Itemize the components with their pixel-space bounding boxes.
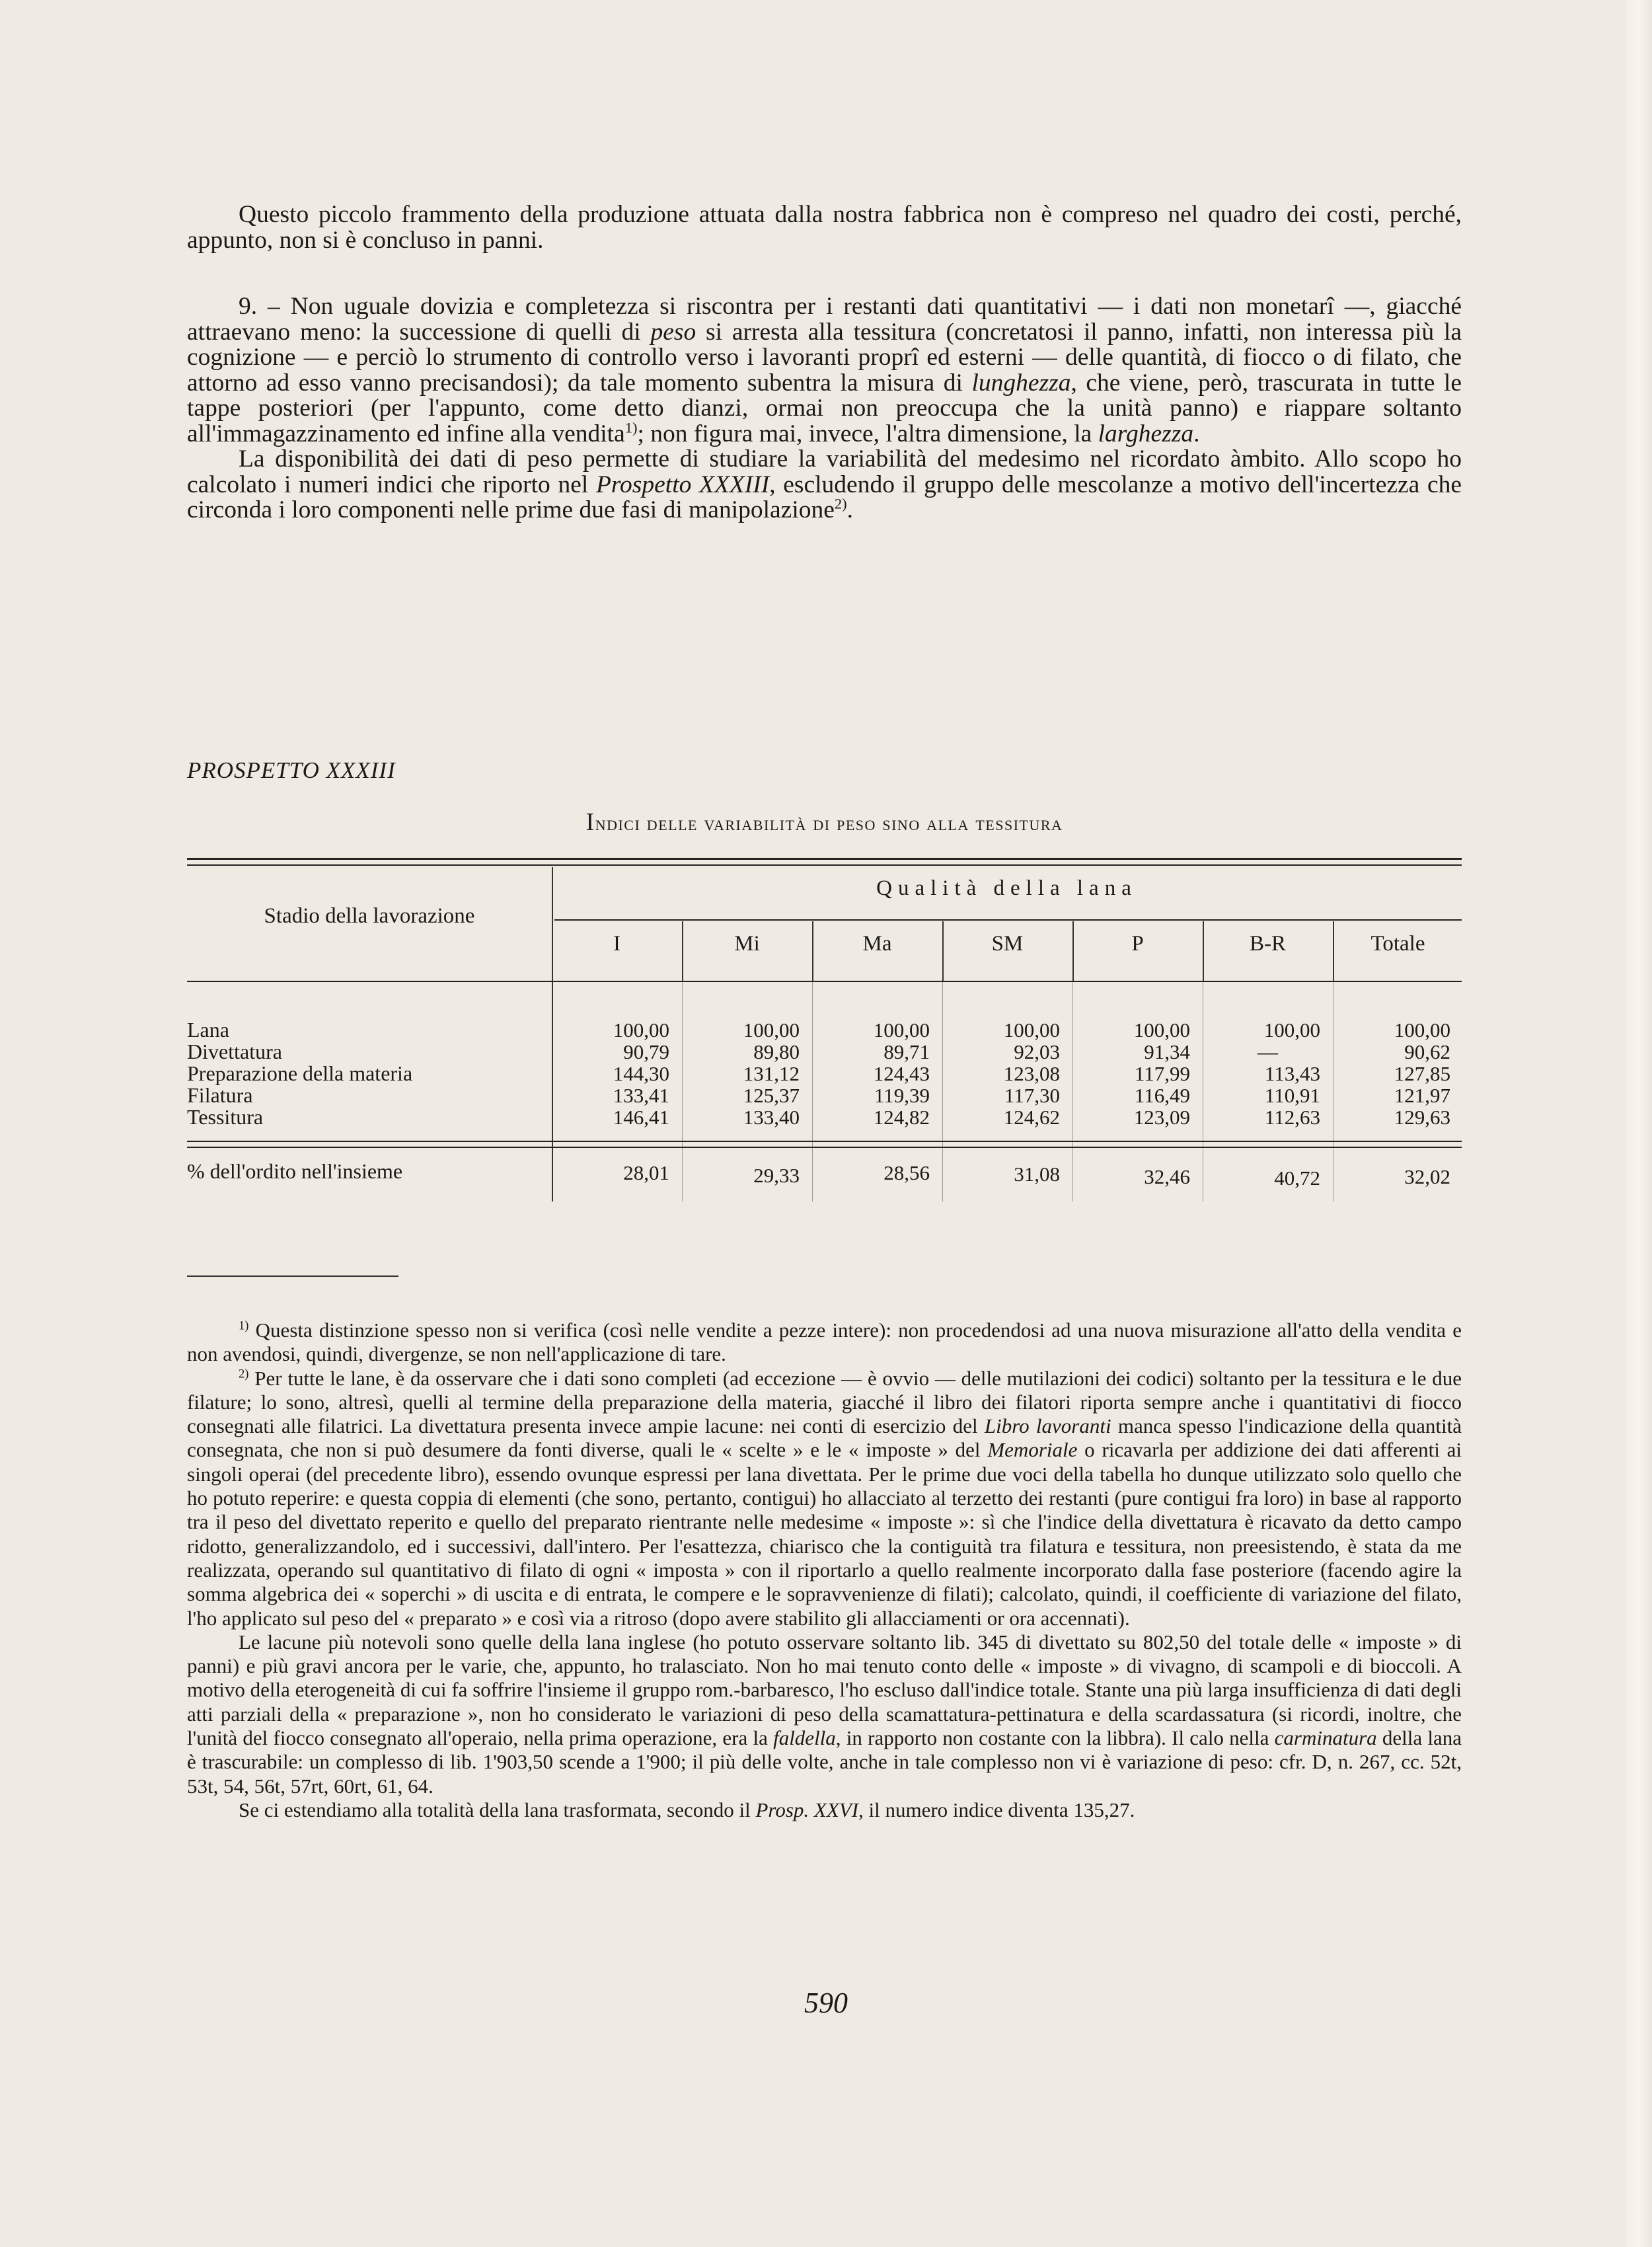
table-cell: 124,43 (873, 1062, 930, 1085)
col-divider (682, 981, 683, 1201)
stub-divider (552, 867, 553, 1201)
col-divider (812, 981, 813, 1201)
table-cell: 32,46 (1144, 1165, 1190, 1188)
table-cell: 116,49 (1134, 1084, 1190, 1107)
table-cell: 92,03 (1014, 1040, 1060, 1063)
table-cell: 129,63 (1394, 1106, 1450, 1129)
footnote-separator (187, 1276, 398, 1277)
table-cell: 100,00 (613, 1018, 669, 1042)
table-cell: 29,33 (753, 1164, 800, 1187)
row-label: Lana (187, 1018, 229, 1042)
table-cell: 100,00 (1263, 1018, 1320, 1042)
footnote-2-paragraph-2: Le lacune più notevoli sono quelle della lana inglese (ho potuto osservare soltanto lib. 345 di divettato su 802,50 del totale delle « imposte » di panni) e più gravi ancora per le varie, che, appunto, ho tralasciato. Non ho mai tenuto conto delle « imposte » di vivagno, di scampoli e di bioccoli. A motivo della eterogeneità di cui fa soffrire l'insieme il gruppo rom.-barbaresco, l'ho escluso dall'indice totale. Stante una più larga insufficienza di dati degli atti parziali della « preparazione », non ho considerato le variazioni di peso della scamattatura-pettinatura e della scardassatura (si ricordi, inoltre, che l'unità del fiocco consegnato all'operaio, nella prima operazione, era la faldella, in rapporto non costante con la libbra). Il calo nella carminatura della lana è trascurabile: un complesso di lib. 1'903,50 scende a 1'900; il più delle volte, anche in tale complesso non vi è variazione di peso: cfr. D, n. 267, cc. 52t, 53t, 54, 56t, 57rt, 60rt, 61, 64. (187, 1630, 1462, 1798)
row-label: % dell'ordito nell'insieme (187, 1159, 403, 1183)
summary-rule-2 (187, 1147, 1462, 1148)
table-label: PROSPETTO XXXIII (187, 757, 396, 783)
paragraph-1: Questo piccolo frammento della produzione attuata dalla nostra fabbrica non è compreso nel quadro dei costi, perché, appunto, non si è concluso in panni. (187, 201, 1462, 254)
page-edge-shadow (1626, 0, 1652, 2247)
table-cell: 125,37 (743, 1084, 800, 1107)
table-cell: 91,34 (1144, 1040, 1190, 1063)
table-cell: 112,63 (1264, 1106, 1320, 1129)
footnote-1: $^{1)}$ Questa distinzione spesso non si verifica (così nelle vendite a pezze intere): non procedendosi ad una nuova misurazione all'atto della vendita e non avendosi, quindi, divergenze, se non nell'applicazione di tare. (187, 1318, 1462, 1366)
table-cell: 133,40 (743, 1106, 800, 1129)
table-cell: 40,72 (1274, 1166, 1320, 1190)
table-cell: 100,00 (873, 1018, 930, 1042)
table-cell: 100,00 (743, 1018, 800, 1042)
column-header: I (613, 932, 620, 956)
table-cell: 89,71 (883, 1040, 930, 1063)
column-header: Mi (734, 932, 760, 956)
table-cell: 100,00 (1003, 1018, 1060, 1042)
table-title: Indici delle variabilità di peso sino alla tessitura (585, 808, 1063, 836)
table-cell: 123,08 (1003, 1062, 1060, 1085)
row-label: Tessitura (187, 1105, 264, 1129)
footnote-2: $^{2)}$ Per tutte le lane, è da osservare che i dati sono completi (ad eccezione — è ovvio — delle mutilazioni dei codici) soltanto per la tessitura e le due filature; lo sono, altresì, quelli al termine della preparazione della materia, giacché il libro dei filatori riporta sempre anche i quantitativi di fiocco consegnati alle filatrici. La divettatura presenta invece ampie lacune: nei conti di esercizio del Libro lavoranti manca spesso l'indicazione della quantità consegnata, che non si può desumere da fonti diverse, quali le « scelte » e le « imposte » del Memoriale o ricavarla per addizione dei dati afferenti ai singoli operai (del precedente libro), essendo ovunque espressi per lana divettata. Per le prime due voci della tabella ho dunque utilizzato solo quello che ho potuto reperire: e questa coppia di elementi (che sono, pertanto, contigui) ho allacciato al terzetto dei restanti (pure contigui fra loro) in base al rapporto tra il peso del divettato reperito e quello del preparato rientrante nelle medesime « imposte »: sì che l'indice della divettatura è ricavato da detto campo ridotto, generalizzandolo, ed i successivi, dall'intero. Per l'esattezza, chiarisco che la contiguità tra filatura e tessitura, non preesistendo, è stata da me realizzata, operando sul quantitativo di filato di ogni « imposta » con il riportarlo a quello realmente incorporato dalla fase posteriore (facendo agire la somma algebrica dei « soperchi » di uscita e di entrata, le compere e le sopravvenienze di filati); calcolato, quindi, il coefficiente di variazione del filato, l'ho applicato sul peso del « preparato » e così via a ritroso (dopo avere stabilito gli allacciamenti or ora accennati). (187, 1366, 1462, 1630)
row-label: Filatura (187, 1083, 253, 1107)
table-cell: 131,12 (743, 1062, 800, 1085)
table-cell: 123,09 (1133, 1106, 1190, 1129)
table-cell: 100,00 (1133, 1018, 1190, 1042)
paragraph-3: La disponibilità dei dati di peso permette di studiare la variabilità del medesimo nel ricordato àmbito. Allo scopo ho calcolato i numeri indici che riporto nel Prospetto XXXIII, escludendo il gruppo delle mescolanze a motivo dell'incertezza che circonda i loro componenti nelle prime due fasi di manipolazione$^{2)}$. (187, 445, 1462, 523)
footnote-2-paragraph-3: Se ci estendiamo alla totalità della lana trasformata, secondo il Prosp. XXVI, il numero indice diventa 135,27. (239, 1798, 1135, 1821)
body-text (187, 202, 1462, 523)
footnotes (187, 1318, 1462, 1822)
table-cell: 144,30 (613, 1062, 669, 1085)
page-number: 590 (804, 1987, 848, 2019)
table-cell: 28,56 (883, 1161, 930, 1184)
table-cell: 117,30 (1004, 1084, 1060, 1107)
header-bottom-rule (187, 981, 1462, 982)
table-cell: 90,79 (623, 1040, 669, 1063)
table-cell: 146,41 (613, 1106, 669, 1129)
column-header: SM (991, 932, 1024, 956)
footnote-ref-2[interactable]: 2) (834, 495, 847, 512)
data-table (187, 858, 1462, 1201)
footnote-marker-1: 1) (239, 1318, 249, 1333)
table-cell: 32,02 (1404, 1165, 1450, 1188)
row-label: Preparazione della materia (187, 1061, 413, 1085)
col-divider (1072, 981, 1073, 1201)
table-cell: 124,82 (873, 1106, 930, 1129)
group-header-rule (554, 919, 1462, 921)
section-number: 9. (239, 293, 258, 320)
col-divider (942, 981, 943, 1201)
column-header: B-R (1249, 932, 1286, 956)
table-cell: 117,99 (1134, 1062, 1190, 1085)
stub-header: Stadio della lavorazione (264, 904, 475, 928)
table-cell: 119,39 (874, 1084, 930, 1107)
table-cell: 28,01 (623, 1161, 669, 1184)
table-top-rule (187, 858, 1462, 860)
group-header: Qualità della lana (876, 876, 1137, 900)
row-label: Divettatura (187, 1040, 282, 1063)
table-top-rule-2 (187, 864, 1462, 866)
table-cell: 121,97 (1394, 1084, 1450, 1107)
table-cell: 124,62 (1003, 1106, 1060, 1129)
column-header: Totale (1370, 932, 1425, 956)
table-cell: 113,43 (1264, 1062, 1320, 1085)
table-cell: 89,80 (753, 1040, 800, 1063)
footnote-ref-1[interactable]: 1) (624, 419, 638, 436)
column-header: Ma (862, 932, 892, 956)
table-cell: — (1258, 1040, 1278, 1063)
column-header: P (1131, 932, 1144, 956)
summary-rule (187, 1141, 1462, 1142)
table-cell: 31,08 (1014, 1162, 1060, 1186)
table-cell: 110,91 (1264, 1084, 1320, 1107)
paragraph-2: 9. – Non uguale dovizia e completezza si riscontra per i restanti dati quantitativi — i dati non monetarî —, giacché attraevano meno: la successione di quelli di peso si arresta alla tessitura (concretatosi il panno, infatti, non interessa più la cognizione — e perciò lo strumento di controllo verso i lavoranti proprî ed esterni — delle quantità, di fiocco o di filato, che attorno ad esso vanno precisandosi); da tale momento subentra la misura di lunghezza, che viene, però, trascurata in tutte le tappe posteriori (per l'appunto, come detto dianzi, ormai non preoccupa che la unità panno) e riappare soltanto all'immagazzinamento ed infine alla vendita$^{1)}$; non figura mai, invece, l'altra dimensione, la larghezza. (187, 293, 1462, 447)
table-cell: 100,00 (1394, 1018, 1450, 1042)
table-cell: 133,41 (613, 1084, 669, 1107)
table-cell: 127,85 (1394, 1062, 1450, 1085)
footnote-marker-2: 2) (239, 1367, 249, 1381)
table-cell: 90,62 (1404, 1040, 1450, 1063)
